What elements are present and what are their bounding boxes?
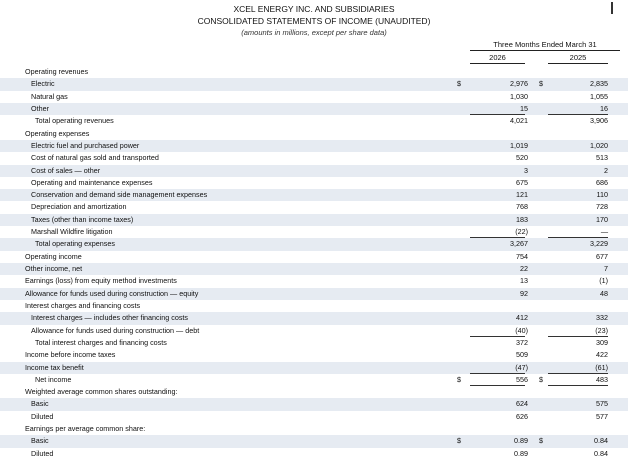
currency-symbol-2025: $ <box>539 436 543 446</box>
value-2025: 1,020 <box>590 140 608 150</box>
table-row <box>0 189 628 201</box>
value-2025: 677 <box>596 251 608 261</box>
row-label: Net income <box>35 374 72 384</box>
row-label: Electric fuel and purchased power <box>31 140 140 150</box>
year-header-1: 2026 <box>489 53 506 62</box>
value-2025: (23) <box>595 325 608 335</box>
row-label: Operating income <box>25 251 82 261</box>
value-2026: 675 <box>516 177 528 187</box>
value-2026: 0.89 <box>514 436 528 446</box>
currency-symbol-2025: $ <box>539 374 543 384</box>
table-row <box>0 300 628 312</box>
value-2026: 768 <box>516 202 528 212</box>
table-row <box>0 238 628 250</box>
table-row <box>0 66 628 78</box>
table-row <box>0 165 628 177</box>
row-label: Income before income taxes <box>25 350 116 360</box>
value-2025: 513 <box>596 153 608 163</box>
table-row <box>0 423 628 435</box>
table-row <box>0 337 628 349</box>
table-row <box>0 448 628 460</box>
value-2026: 4,021 <box>510 116 528 126</box>
statement-title: CONSOLIDATED STATEMENTS OF INCOME (UNAUDITED) <box>197 16 431 26</box>
currency-symbol-2026: $ <box>457 436 461 446</box>
year-rule-2 <box>548 63 608 64</box>
table-row <box>0 103 628 115</box>
row-label: Total operating revenues <box>35 116 114 126</box>
table-row <box>0 275 628 287</box>
table-row <box>0 128 628 140</box>
value-2025: (1) <box>599 276 608 286</box>
row-label: Natural gas <box>31 91 68 101</box>
row-label: Cost of sales — other <box>31 165 101 175</box>
currency-symbol-2026: $ <box>457 374 461 384</box>
row-label: Weighted average common shares outstanding: <box>25 387 178 397</box>
company-title: XCEL ENERGY INC. AND SUBSIDIARIES <box>233 4 395 14</box>
value-2025: 575 <box>596 399 608 409</box>
row-label: Taxes (other than income taxes) <box>31 214 134 224</box>
value-2026: 183 <box>516 214 528 224</box>
value-2026: 13 <box>520 276 528 286</box>
row-label: Cost of natural gas sold and transported <box>31 153 159 163</box>
value-2026: 15 <box>520 103 528 113</box>
row-label: Basic <box>31 436 49 446</box>
value-2026: 520 <box>516 153 528 163</box>
row-label: Diluted <box>31 411 54 421</box>
row-label: Other income, net <box>25 264 83 273</box>
value-2026: 2,976 <box>510 79 528 89</box>
table-row <box>0 386 628 398</box>
table-row <box>0 263 628 275</box>
value-2025: 0.84 <box>594 436 608 446</box>
value-2025: 2,835 <box>590 79 608 89</box>
value-2026: 0.89 <box>514 448 528 458</box>
year-rule-1 <box>470 63 525 64</box>
currency-symbol-2026: $ <box>457 79 461 89</box>
value-2025: 422 <box>596 350 608 360</box>
table-row <box>0 201 628 213</box>
units-note: (amounts in millions, except per share data) <box>241 28 387 37</box>
value-2025: 1,055 <box>590 91 608 101</box>
value-2026: 372 <box>516 337 528 347</box>
value-2026: 412 <box>516 313 528 323</box>
table-row <box>0 349 628 361</box>
value-2026: 92 <box>520 288 528 298</box>
value-2025: 309 <box>596 337 608 347</box>
table-row <box>0 140 628 152</box>
period-header: Three Months Ended March 31 <box>493 40 597 49</box>
value-2026: 22 <box>520 264 528 273</box>
table-row <box>0 152 628 164</box>
table-row <box>0 91 628 103</box>
row-label: Earnings (loss) from equity method investments <box>25 276 177 286</box>
row-label: Diluted <box>31 448 54 458</box>
value-2026: 509 <box>516 350 528 360</box>
table-row <box>0 115 628 127</box>
row-label: Total interest charges and financing costs <box>35 337 167 347</box>
row-label: Interest charges and financing costs <box>25 300 141 310</box>
row-label: Electric <box>31 79 55 89</box>
row-label: Interest charges — includes other financing costs <box>31 313 189 323</box>
row-label: Allowance for funds used during construction — equity <box>25 288 199 298</box>
value-2026: 121 <box>516 190 528 200</box>
table-row <box>0 177 628 189</box>
value-2025: 483 <box>596 374 608 384</box>
value-2025: 0.84 <box>594 448 608 458</box>
value-2025: 728 <box>596 202 608 212</box>
row-label: Total operating expenses <box>35 239 115 249</box>
text-cursor <box>611 2 613 14</box>
value-2025: 686 <box>596 177 608 187</box>
table-row <box>0 226 628 238</box>
table-row <box>0 251 628 263</box>
value-2025: 48 <box>600 288 608 298</box>
table-row <box>0 78 628 90</box>
row-label: Other <box>31 103 49 113</box>
row-label: Allowance for funds used during construction — debt <box>31 325 200 335</box>
row-label: Earnings per average common share: <box>25 424 146 434</box>
value-2025: — <box>600 227 608 237</box>
row-label: Income tax benefit <box>25 362 84 372</box>
value-2025: 3,906 <box>590 116 608 126</box>
value-2026: (47) <box>515 362 528 372</box>
value-2025: (61) <box>595 362 608 372</box>
row-label: Operating expenses <box>25 128 90 138</box>
value-2026: (40) <box>515 325 528 335</box>
table-row <box>0 411 628 423</box>
value-2026: 1,030 <box>510 91 528 101</box>
value-2025: 2 <box>604 165 608 175</box>
value-2026: 1,019 <box>510 140 528 150</box>
value-2026: 626 <box>516 411 528 421</box>
row-label: Basic <box>31 399 49 409</box>
value-2025: 170 <box>596 214 608 224</box>
value-2026: 624 <box>516 399 528 409</box>
value-2025: 7 <box>604 264 608 273</box>
row-label: Operating revenues <box>25 67 89 76</box>
value-2026: (22) <box>515 227 528 237</box>
value-2025: 577 <box>596 411 608 421</box>
year-header-2: 2025 <box>569 53 587 62</box>
table-row <box>0 435 628 447</box>
currency-symbol-2025: $ <box>539 79 543 89</box>
table-row <box>0 325 628 337</box>
row-label: Operating and maintenance expenses <box>31 177 153 187</box>
table-row <box>0 398 628 410</box>
row-label: Depreciation and amortization <box>31 202 127 212</box>
value-2025: 110 <box>596 190 608 200</box>
value-2026: 754 <box>516 251 528 261</box>
value-2026: 556 <box>516 374 528 384</box>
row-label: Marshall Wildfire litigation <box>31 227 113 237</box>
value-2025: 332 <box>596 313 608 323</box>
row-label: Conservation and demand side management expenses <box>31 190 208 200</box>
period-rule <box>470 50 620 51</box>
table-row <box>0 288 628 300</box>
table-row <box>0 214 628 226</box>
value-2025: 3,229 <box>590 239 608 249</box>
table-row <box>0 362 628 374</box>
table-row <box>0 374 628 386</box>
income-statement-table <box>0 66 628 460</box>
value-2026: 3,267 <box>510 239 528 249</box>
value-2025: 16 <box>600 103 608 113</box>
value-2026: 3 <box>524 165 528 175</box>
table-row <box>0 312 628 324</box>
